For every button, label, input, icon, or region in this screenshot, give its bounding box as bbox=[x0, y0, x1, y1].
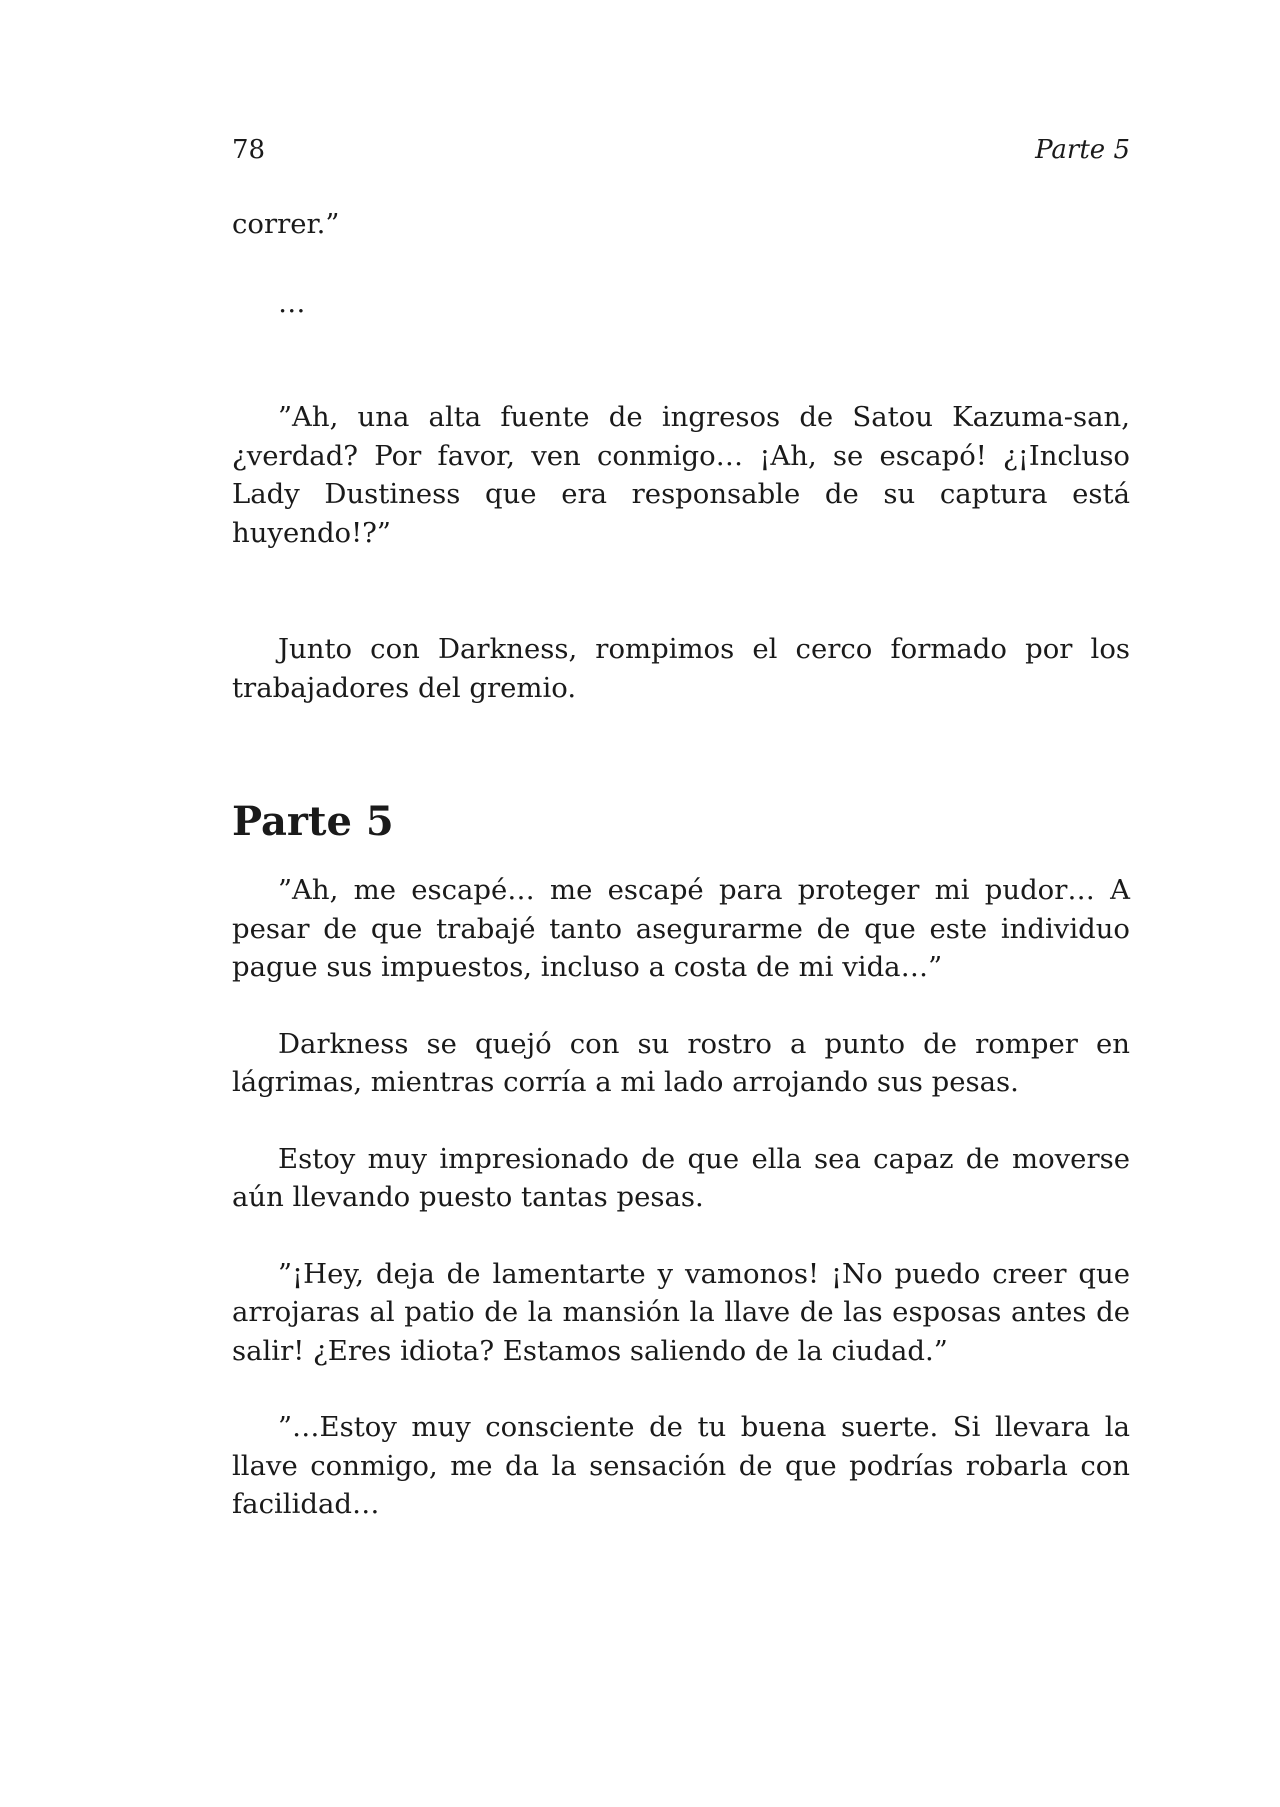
scene-break-ellipsis: … bbox=[278, 286, 306, 319]
section-title: Parte 5 bbox=[1035, 135, 1130, 165]
page-number: 78 bbox=[232, 135, 266, 165]
paragraph: Darkness se quejó con su rostro a punto de romper en lágrimas, mientras corría a mi lado arrojando sus pesas. bbox=[232, 1027, 1130, 1098]
body-text bbox=[232, 205, 1130, 1524]
paragraph: ”…Estoy muy consciente de tu buena suerte. Si llevara la llave conmigo, me da la sensación de que podrías robarla con facilidad… bbox=[232, 1411, 1130, 1520]
paragraph: ”Ah, me escapé… me escapé para proteger mi pudor… A pesar de que trabajé tanto asegurarme de que este individuo pague sus impuestos, incluso a costa de mi vida…” bbox=[232, 874, 1130, 983]
book-page bbox=[232, 128, 1130, 1524]
paragraph: Junto con Darkness, rompimos el cerco formado por los trabajadores del gremio. bbox=[232, 633, 1130, 704]
paragraph: ”Ah, una alta fuente de ingresos de Satou Kazuma-san, ¿verdad? Por favor, ven conmigo… ¡Ah, se escapó! ¿¡Incluso Lady Dustiness que era responsable de su captura está huyendo!?” bbox=[232, 401, 1130, 549]
paragraph: Estoy muy impresionado de que ella sea capaz de moverse aún llevando puesto tantas pesas. bbox=[232, 1142, 1130, 1213]
paragraph-continuation: correr.” bbox=[232, 208, 340, 240]
paragraph: ”¡Hey, deja de lamentarte y vamonos! ¡No puedo creer que arrojaras al patio de la mansión la llave de las esposas antes de salir! ¿Eres idiota? Estamos saliendo de la ciudad.” bbox=[232, 1257, 1130, 1367]
section-heading: Parte 5 bbox=[232, 798, 394, 845]
running-header bbox=[232, 128, 1130, 172]
